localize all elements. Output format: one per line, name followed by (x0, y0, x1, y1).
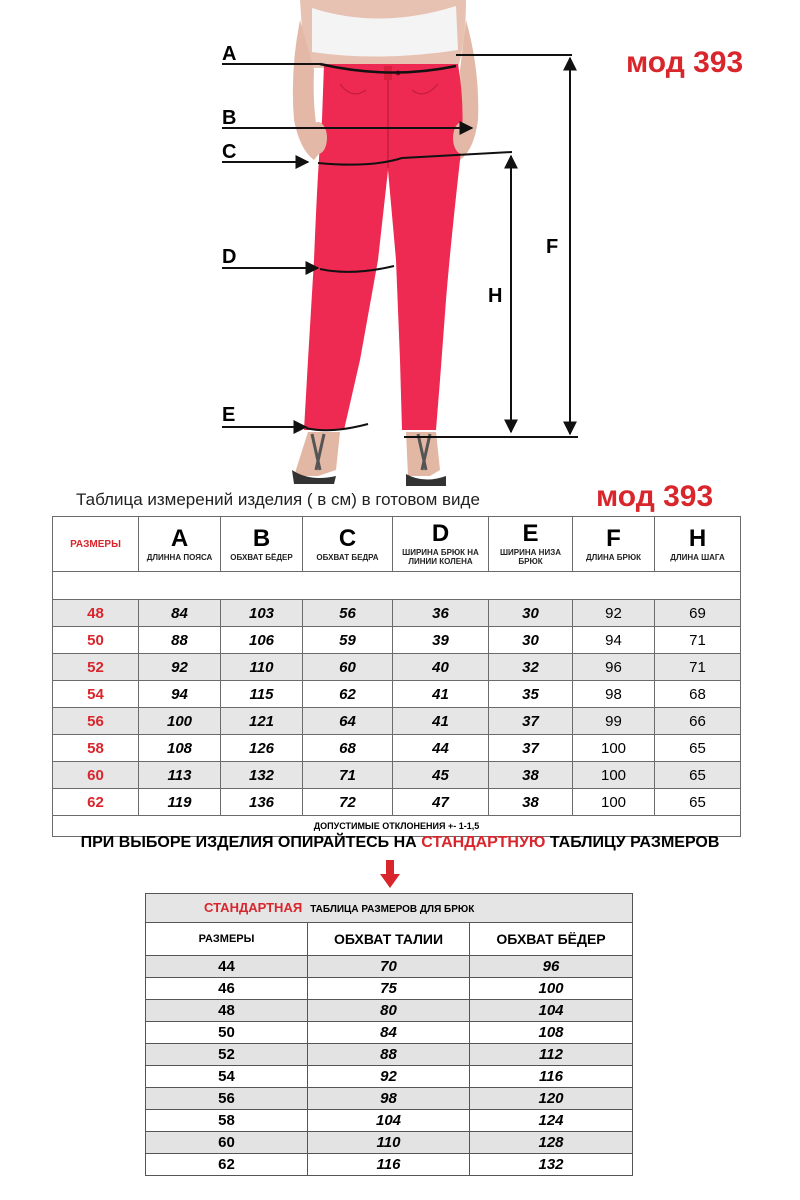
value-cell: 64 (303, 708, 393, 735)
column-letter: A (170, 524, 189, 552)
measurement-table (52, 516, 741, 837)
standard-column-header: ОБХВАТ БЁДЕР (470, 923, 633, 956)
value-cell: 119 (139, 789, 221, 816)
value-cell: 88 (308, 1044, 470, 1066)
value-cell: 39 (393, 627, 489, 654)
column-header-d (393, 517, 489, 572)
size-cell: 56 (146, 1088, 308, 1110)
value-cell: 84 (308, 1022, 470, 1044)
marker-d-label: D (222, 246, 237, 268)
notice-text-after: ТАБЛИЦУ РАЗМЕРОВ (545, 834, 720, 851)
value-cell: 71 (655, 654, 741, 681)
column-letter: H (688, 524, 707, 552)
marker-b-label: B (222, 107, 237, 129)
column-letter: C (338, 524, 357, 552)
value-cell: 60 (303, 654, 393, 681)
table-row (53, 735, 741, 762)
value-cell: 56 (303, 600, 393, 627)
column-letter: F (606, 524, 621, 552)
column-letter: B (252, 524, 271, 552)
table-row (146, 1154, 633, 1176)
arrow-down-icon (380, 860, 400, 890)
column-header-e (489, 517, 573, 572)
table-row (146, 1132, 633, 1154)
marker-h-label: H (488, 285, 503, 307)
notice-highlight: СТАНДАРТНУЮ (421, 834, 546, 851)
size-cell: 62 (146, 1154, 308, 1176)
table-row (146, 1088, 633, 1110)
table-row (53, 789, 741, 816)
standard-table-header (146, 923, 633, 956)
value-cell: 98 (573, 681, 655, 708)
marker-f-label: F (546, 236, 559, 258)
value-cell: 59 (303, 627, 393, 654)
size-cell: 52 (53, 654, 139, 681)
table-row (146, 956, 633, 978)
value-cell: 116 (308, 1154, 470, 1176)
value-cell: 108 (139, 735, 221, 762)
value-cell: 98 (308, 1088, 470, 1110)
value-cell: 100 (573, 789, 655, 816)
value-cell: 96 (573, 654, 655, 681)
value-cell: 113 (139, 762, 221, 789)
column-header-b (221, 517, 303, 572)
empty-row (53, 572, 741, 600)
size-cell: 50 (146, 1022, 308, 1044)
value-cell: 104 (308, 1110, 470, 1132)
table-row (53, 654, 741, 681)
size-column-header: РАЗМЕРЫ (53, 517, 139, 572)
value-cell: 106 (221, 627, 303, 654)
standard-size-table (145, 893, 633, 1176)
table-row (146, 1022, 633, 1044)
column-header-a (139, 517, 221, 572)
value-cell: 84 (139, 600, 221, 627)
value-cell: 96 (470, 956, 633, 978)
size-cell: 50 (53, 627, 139, 654)
value-cell: 68 (655, 681, 741, 708)
value-cell: 30 (489, 627, 573, 654)
value-cell: 30 (489, 600, 573, 627)
value-cell: 94 (573, 627, 655, 654)
value-cell: 35 (489, 681, 573, 708)
value-cell: 88 (139, 627, 221, 654)
value-cell: 62 (303, 681, 393, 708)
table-row (53, 627, 741, 654)
table-row (53, 681, 741, 708)
measurement-table-caption: Таблица измерений изделия ( в см) в готовом виде (76, 490, 480, 509)
value-cell: 92 (573, 600, 655, 627)
column-description: ДЛИНА БРЮК (585, 552, 642, 562)
value-cell: 100 (573, 762, 655, 789)
standard-column-header: ОБХВАТ ТАЛИИ (308, 923, 470, 956)
table-row (146, 1110, 633, 1132)
value-cell: 41 (393, 708, 489, 735)
value-cell: 70 (308, 956, 470, 978)
value-cell: 36 (393, 600, 489, 627)
table-row (146, 1066, 633, 1088)
size-cell: 60 (53, 762, 139, 789)
value-cell: 121 (221, 708, 303, 735)
column-letter: D (431, 520, 450, 547)
marker-a-label: A (222, 43, 237, 65)
column-header-c (303, 517, 393, 572)
value-cell: 65 (655, 735, 741, 762)
size-cell: 52 (146, 1044, 308, 1066)
size-cell: 58 (53, 735, 139, 762)
measurement-e (222, 424, 368, 430)
notice-text-before: ПРИ ВЫБОРЕ ИЗДЕЛИЯ ОПИРАЙТЕСЬ НА (80, 834, 422, 851)
value-cell: 47 (393, 789, 489, 816)
value-cell: 100 (573, 735, 655, 762)
value-cell: 108 (470, 1022, 633, 1044)
table-row (146, 1000, 633, 1022)
value-cell: 37 (489, 735, 573, 762)
value-cell: 132 (470, 1154, 633, 1176)
value-cell: 65 (655, 762, 741, 789)
value-cell: 32 (489, 654, 573, 681)
value-cell: 65 (655, 789, 741, 816)
column-description: ОБХВАТ БЕДРА (316, 552, 379, 562)
table-row (146, 978, 633, 1000)
value-cell: 104 (470, 1000, 633, 1022)
marker-e-label: E (222, 404, 236, 426)
column-description: ДЛИНА ШАГА (670, 552, 725, 562)
value-cell: 40 (393, 654, 489, 681)
size-cell: 54 (146, 1066, 308, 1088)
size-cell: 44 (146, 956, 308, 978)
value-cell: 92 (139, 654, 221, 681)
value-cell: 120 (470, 1088, 633, 1110)
model-label-top: мод 393 (626, 46, 744, 79)
size-cell: 46 (146, 978, 308, 1000)
value-cell: 100 (139, 708, 221, 735)
value-cell: 100 (470, 978, 633, 1000)
value-cell: 116 (470, 1066, 633, 1088)
size-cell: 58 (146, 1110, 308, 1132)
value-cell: 80 (308, 1000, 470, 1022)
standard-table-title-highlight: СТАНДАРТНАЯ (204, 900, 303, 915)
value-cell: 71 (655, 627, 741, 654)
size-cell: 48 (53, 600, 139, 627)
value-cell: 68 (303, 735, 393, 762)
standard-column-header: РАЗМЕРЫ (146, 923, 308, 956)
size-cell: 56 (53, 708, 139, 735)
table-row (53, 762, 741, 789)
tolerance-note: ДОПУСТИМЫЕ ОТКЛОНЕНИЯ +- 1-1,5 (53, 816, 741, 837)
size-cell: 48 (146, 1000, 308, 1022)
value-cell: 44 (393, 735, 489, 762)
value-cell: 72 (303, 789, 393, 816)
value-cell: 94 (139, 681, 221, 708)
column-header-h (655, 517, 741, 572)
value-cell: 115 (221, 681, 303, 708)
value-cell: 99 (573, 708, 655, 735)
column-description: ШИРИНА БРЮК НА ЛИНИИ КОЛЕНА (402, 548, 479, 566)
value-cell: 132 (221, 762, 303, 789)
table-row (53, 600, 741, 627)
marker-c-label: C (222, 141, 237, 163)
value-cell: 110 (221, 654, 303, 681)
value-cell: 38 (489, 789, 573, 816)
value-cell: 75 (308, 978, 470, 1000)
value-cell: 92 (308, 1066, 470, 1088)
value-cell: 41 (393, 681, 489, 708)
column-header-f (573, 517, 655, 572)
table-row (53, 708, 741, 735)
standard-table-title: ТАБЛИЦА РАЗМЕРОВ ДЛЯ БРЮК (310, 904, 475, 915)
value-cell: 103 (221, 600, 303, 627)
value-cell: 69 (655, 600, 741, 627)
standard-table-title-row (146, 894, 633, 923)
value-cell: 128 (470, 1132, 633, 1154)
table-row (146, 1044, 633, 1066)
size-cell: 60 (146, 1132, 308, 1154)
column-letter: E (522, 520, 539, 547)
value-cell: 110 (308, 1132, 470, 1154)
value-cell: 37 (489, 708, 573, 735)
model-label-caption: мод 393 (596, 480, 714, 513)
value-cell: 136 (221, 789, 303, 816)
value-cell: 38 (489, 762, 573, 789)
value-cell: 112 (470, 1044, 633, 1066)
column-description: ОБХВАТ БЁДЕР (230, 552, 293, 562)
value-cell: 126 (221, 735, 303, 762)
size-choice-notice (0, 834, 800, 852)
value-cell: 66 (655, 708, 741, 735)
value-cell: 124 (470, 1110, 633, 1132)
column-description: ШИРИНА НИЗА БРЮК (500, 548, 561, 566)
size-cell: 54 (53, 681, 139, 708)
measurement-table-header (53, 517, 741, 572)
size-cell: 62 (53, 789, 139, 816)
column-description: ДЛИННА ПОЯСА (146, 552, 213, 562)
value-cell: 71 (303, 762, 393, 789)
value-cell: 45 (393, 762, 489, 789)
